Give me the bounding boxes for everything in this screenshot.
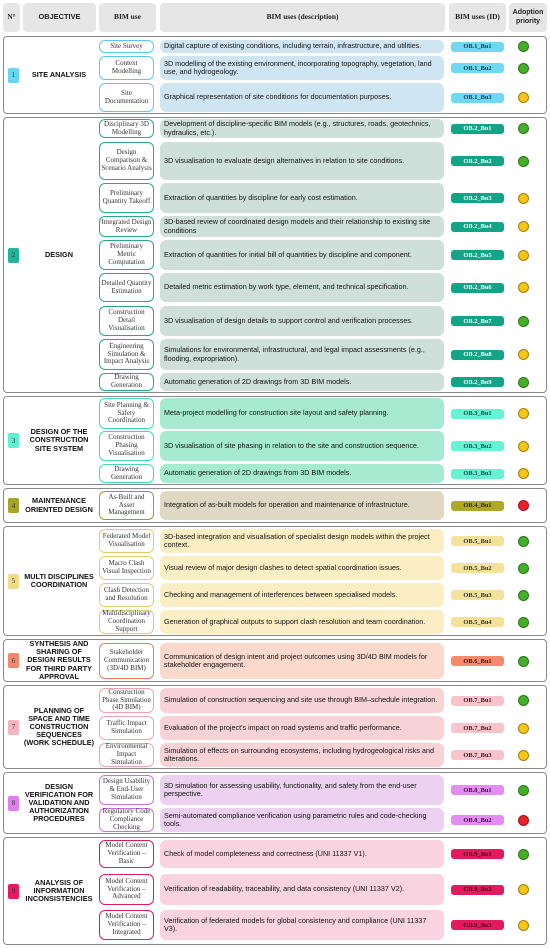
bim-use-id-badge: OB.8_Bu2 (451, 815, 504, 825)
bim-use-description: Automatic generation of 2D drawings from 3D BIM models. (160, 373, 444, 391)
objective-title: DESIGN VERIFICATION FOR VALIDATION AND AUTHORIZATION PROCEDURES (24, 781, 94, 824)
bim-use-description: 3D modelling of the existing environment, incorporating topography, vegetation, land use, and hydrogeology. (160, 56, 444, 80)
bim-use-description: Digital capture of existing conditions, including terrain, infrastructure, and utilities. (160, 40, 444, 53)
priority-medium-dot (518, 884, 529, 895)
bim-use-id-badge: OB.9_Bu1 (451, 849, 504, 859)
priority-high-dot (518, 785, 529, 796)
priority-medium-dot (518, 193, 529, 204)
priority-high-dot (518, 849, 529, 860)
priority-medium-dot (518, 920, 529, 931)
bim-use-name: Model Content Verification – Integrated (99, 910, 154, 940)
priority-medium-dot (518, 750, 529, 761)
priority-low-dot (518, 815, 529, 826)
bim-use-name: Preliminary Quantity Takeoff (99, 183, 154, 213)
priority-high-dot (518, 590, 529, 601)
priority-medium-dot (518, 408, 529, 419)
bim-use-description: Extraction of quantities for initial bill of quantities by discipline and component. (160, 240, 444, 270)
priority-high-dot (518, 536, 529, 547)
bim-use-name: Federated Model Visualisation (99, 529, 154, 553)
bim-use-id-badge: OB.8_Bu1 (451, 785, 504, 795)
bim-use-description: Verification of readability, traceability, and data consistency (UNI 11337 V2). (160, 874, 444, 905)
objective-title: DESIGN (45, 249, 73, 259)
bim-use-name: Site Planning & Safety Coordination (99, 398, 154, 429)
header-objective: OBJECTIVE (23, 3, 96, 32)
header-id: BIM uses (ID) (449, 3, 506, 32)
bim-use-id-badge: OB.2_Bu2 (451, 156, 504, 166)
bim-use-description: 3D-based review of coordinated design models and their relationship to existing site conditions (160, 216, 444, 237)
objective-title: ANALYSIS OF INFORMATION INCONSISTENCIES (25, 877, 93, 904)
bim-use-id-badge: OB.2_Bu9 (451, 377, 504, 387)
objective-title: MAINTENANCE ORIENTED DESIGN (25, 496, 93, 514)
bim-use-name: Drawing Generation (99, 373, 154, 391)
bim-use-description: 3D simulation for assessing usability, functionality, and safety from the end-user perspective. (160, 775, 444, 805)
objective-number-badge: 2 (8, 248, 19, 263)
objective-number-badge: 1 (8, 68, 19, 83)
bim-use-id-badge: OB.2_Bu1 (451, 124, 504, 134)
priority-medium-dot (518, 250, 529, 261)
priority-medium-dot (518, 441, 529, 452)
bim-use-description: Check of model completeness and correctness (UNI 11337 V1). (160, 840, 444, 868)
bim-use-id-badge: OB.2_Bu3 (451, 193, 504, 203)
bim-use-name: Construction Phasing Visualisation (99, 431, 154, 461)
header-description: BIM uses (description) (160, 3, 445, 32)
bim-use-description: Generation of graphical outputs to support clash resolution and team coordination. (160, 610, 444, 634)
bim-use-name: Clash Detection and Resolution (99, 583, 154, 607)
objective-number-badge: 9 (8, 884, 19, 899)
bim-use-name: Preliminary Metric Computation (99, 240, 154, 270)
bim-use-id-badge: OB.7_Bu1 (451, 696, 504, 706)
bim-use-description: Development of discipline-specific BIM models (e.g., structures, roads, geotechnics, hydraulics, etc.). (160, 119, 444, 138)
priority-high-dot (518, 377, 529, 388)
bim-use-id-badge: OB.6_Bu1 (451, 656, 504, 666)
bim-use-description: 3D visualisation of site phasing in relation to the site and construction sequence. (160, 431, 444, 461)
priority-high-dot (518, 656, 529, 667)
bim-use-id-badge: OB.2_Bu8 (451, 350, 504, 360)
bim-use-name: Design Usability & End-User Simulation (99, 775, 154, 805)
bim-use-name: Macro Clash Visual Inspection (99, 556, 154, 580)
objective-number-badge: 3 (8, 433, 19, 448)
bim-use-description: Communication of design intent and project outcomes using 3D/4D BIM models for stakeholder engagement. (160, 643, 444, 679)
priority-medium-dot (518, 282, 529, 293)
bim-use-description: Simulations for environmental, infrastructural, and legal impact assessments (e.g., flooding, expropriation). (160, 339, 444, 370)
bim-use-name: Multidisciplinary Coordination Support (99, 610, 154, 634)
bim-use-name: Site Survey (99, 40, 154, 53)
bim-use-description: Simulation of effects on surrounding ecosystems, including hydrogeological risks and alterations. (160, 743, 444, 767)
bim-use-id-badge: OB.9_Bu3 (451, 920, 504, 930)
bim-use-description: Semi-automated compliance verification using parametric rules and code-checking tools. (160, 808, 444, 832)
bim-use-description: Visual review of major design clashes to detect spatial coordination issues. (160, 556, 444, 580)
bim-use-name: Model Content Verification – Advanced (99, 874, 154, 905)
priority-high-dot (518, 695, 529, 706)
objective-title: SYNTHESIS AND SHARING OF DESIGN RESULTS FOR THIRD PARTY APPROVAL (26, 639, 92, 681)
bim-use-name: Disciplinary 3D Modelling (99, 119, 154, 138)
bim-use-description: 3D visualisation of design details to support control and verification processes. (160, 306, 444, 336)
header-priority: Adoption priority (509, 3, 547, 32)
bim-use-description: Checking and management of interferences between specialised models. (160, 583, 444, 607)
header-number: N° (3, 3, 20, 32)
priority-high-dot (518, 41, 529, 52)
objective-number-badge: 6 (8, 653, 19, 668)
objective-number-badge: 7 (8, 720, 19, 735)
bim-use-name: Design Comparison & Scenario Analysis (99, 142, 154, 180)
bim-use-id-badge: OB.3_Bu3 (451, 469, 504, 479)
bim-use-name: Engineering Simulation & Impact Analysis (99, 339, 154, 370)
bim-use-description: Extraction of quantities by discipline for early cost estimation. (160, 183, 444, 213)
priority-high-dot (518, 617, 529, 628)
bim-use-id-badge: OB.3_Bu1 (451, 409, 504, 419)
bim-use-id-badge: OB.7_Bu2 (451, 723, 504, 733)
bim-use-description: Detailed metric estimation by work type, element, and technical specification. (160, 273, 444, 302)
bim-use-id-badge: OB.5_Bu3 (451, 590, 504, 600)
bim-use-name: As-Built and Asset Management (99, 491, 154, 520)
priority-medium-dot (518, 221, 529, 232)
bim-use-description: 3D-based integration and visualisation of specialist design models within the project context. (160, 529, 444, 553)
bim-use-id-badge: OB.1_Bu3 (451, 93, 504, 103)
bim-use-name: Drawing Generation (99, 464, 154, 483)
header-bim-use: BIM use (99, 3, 156, 32)
bim-use-name: Construction Phase Simulation (4D BIM) (99, 688, 154, 713)
priority-medium-dot (518, 468, 529, 479)
bim-use-name: Integrated Design Review (99, 216, 154, 237)
priority-medium-dot (518, 349, 529, 360)
priority-high-dot (518, 156, 529, 167)
bim-use-name: Environmental Impact Simulation (99, 743, 154, 767)
bim-use-description: Graphical representation of site conditions for documentation purposes. (160, 83, 444, 112)
bim-use-name: Regulatory Code Compliance Checking (99, 808, 154, 832)
bim-use-id-badge: OB.2_Bu7 (451, 316, 504, 326)
bim-use-id-badge: OB.5_Bu1 (451, 536, 504, 546)
objective-number-badge: 4 (8, 498, 19, 513)
bim-use-id-badge: OB.1_Bu2 (451, 63, 504, 73)
priority-high-dot (518, 63, 529, 74)
priority-medium-dot (518, 92, 529, 103)
objective-title: SITE ANALYSIS (31, 69, 87, 79)
bim-use-id-badge: OB.9_Bu2 (451, 885, 504, 895)
priority-low-dot (518, 500, 529, 511)
bim-use-description: Simulation of construction sequencing and site use through BIM–schedule integration. (160, 688, 444, 713)
priority-medium-dot (518, 723, 529, 734)
bim-use-name: Construction Detail Visualisation (99, 306, 154, 336)
bim-use-name: Site Documentation (99, 83, 154, 112)
bim-use-id-badge: OB.7_Bu3 (451, 750, 504, 760)
bim-use-id-badge: OB.4_Bu1 (451, 501, 504, 511)
bim-use-id-badge: OB.2_Bu6 (451, 283, 504, 293)
bim-use-name: Context Modelling (99, 56, 154, 80)
priority-high-dot (518, 563, 529, 574)
bim-use-id-badge: OB.2_Bu4 (451, 222, 504, 232)
bim-use-id-badge: OB.5_Bu2 (451, 563, 504, 573)
objective-title: DESIGN OF THE CONSTRUCTION SITE SYSTEM (29, 427, 89, 453)
bim-use-name: Traffic Impact Simulation (99, 716, 154, 740)
bim-use-description: Verification of federated models for global consistency and compliance (UNI 11337 V3). (160, 910, 444, 940)
bim-use-id-badge: OB.3_Bu2 (451, 441, 504, 451)
objective-title: MULTI DISCIPLINES COORDINATION (24, 571, 94, 589)
bim-use-name: Detailed Quantity Estimation (99, 273, 154, 302)
priority-high-dot (518, 316, 529, 327)
bim-use-description: Evaluation of the project's impact on road systems and traffic performance. (160, 716, 444, 740)
bim-use-description: Meta-project modelling for construction site layout and safety planning. (160, 398, 444, 429)
bim-use-description: Automatic generation of 2D drawings from 3D BIM models. (160, 464, 444, 483)
objective-number-badge: 5 (8, 574, 19, 589)
bim-use-description: Integration of as-built models for operation and maintenance of infrastructure. (160, 491, 444, 520)
bim-use-id-badge: OB.1_Bu1 (451, 42, 504, 52)
priority-high-dot (518, 123, 529, 134)
objective-number-badge: 8 (8, 796, 19, 811)
bim-use-description: 3D visualisation to evaluate design alternatives in relation to site conditions. (160, 142, 444, 180)
bim-use-name: Model Content Verification – Basic (99, 840, 154, 868)
objective-title: PLANNING OF SPACE AND TIME CONSTRUCTION SEQUENCES (WORK SCHEDULE) (23, 705, 95, 748)
bim-use-name: Stakeholder Communication (3D/4D BIM) (99, 643, 154, 679)
bim-use-id-badge: OB.2_Bu5 (451, 250, 504, 260)
bim-use-id-badge: OB.5_Bu4 (451, 617, 504, 627)
